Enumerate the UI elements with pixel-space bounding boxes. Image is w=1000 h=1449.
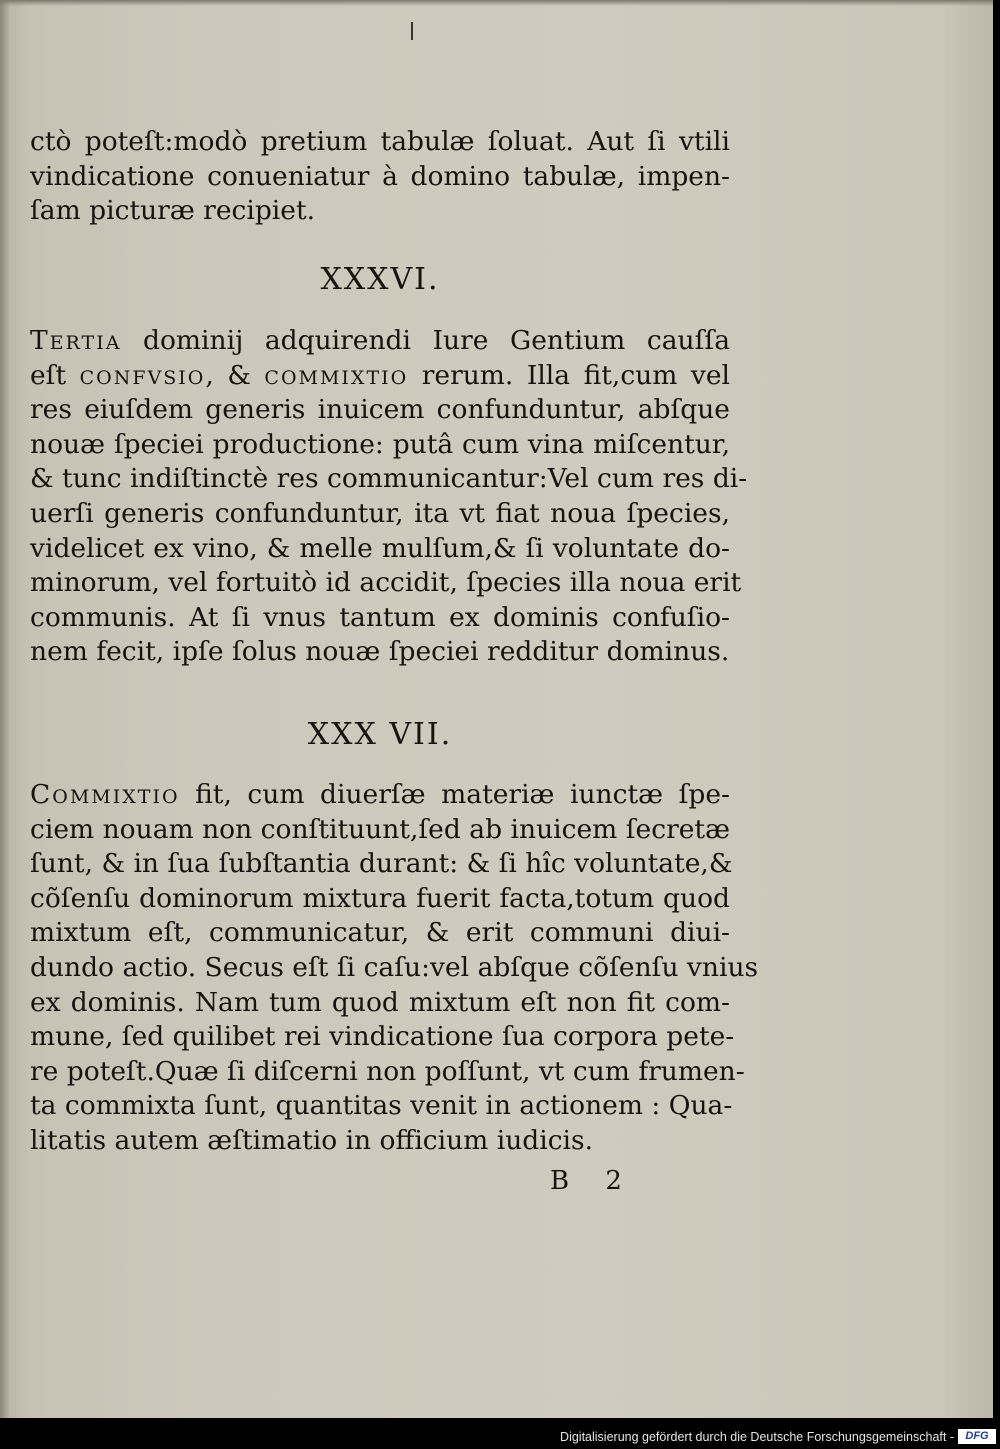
footer-bar — [0, 1418, 1000, 1449]
text-line — [30, 778, 730, 813]
paragraph-continuation — [30, 125, 730, 229]
text-line: ſunt, & in ſua ſubſtantia durant: & ſi hîc voluntate,& — [30, 848, 733, 880]
page-top-shadow — [0, 0, 993, 6]
text-line: re poteſt.Quæ ſi diſcerni non poſſunt, vt cum frumen- — [30, 1055, 745, 1087]
dfg-logo[interactable]: DFG — [958, 1429, 996, 1444]
text-line: cõſenſu dominorum mixtura fuerit facta,totum quod — [30, 882, 730, 914]
lead-word: Tertia — [30, 325, 122, 356]
text-line: mixtum eſt, communicatur, & erit communi diui- — [30, 917, 730, 949]
text-line: ſam picturæ recipiet. — [30, 195, 316, 227]
text-line: communis. At ſi vnus tantum ex dominis confuſio- — [30, 601, 730, 633]
text-fragment: eſt — [30, 359, 80, 391]
print-tick-mark — [411, 22, 413, 40]
text-line: minorum, vel fortuitò id accidit, ſpecies illa noua erit — [30, 567, 742, 599]
section-heading-36: XXXVI. — [320, 262, 440, 297]
text-fragment: fit, cum diuerſæ materiæ iunctæ ſpe- — [179, 779, 730, 810]
text-line: nouæ ſpeciei productione: putâ cum vina miſcentur, — [30, 428, 730, 460]
paragraph-37 — [30, 778, 759, 1159]
footer-credit: Digitalisierung gefördert durch die Deutsche Forschungsgemeinschaft - — [560, 1430, 954, 1444]
text-line: vindicatione conueniatur à domino tabulæ, impen- — [30, 160, 730, 192]
text-line — [30, 359, 730, 394]
section-heading-37: XXX VII. — [307, 717, 453, 752]
text-line: dundo actio. Secus eſt ſi caſu:vel abſque cõſenſu vnius — [30, 951, 759, 983]
text-fragment: rerum. Illa fit,cum vel — [408, 359, 730, 391]
text-line: & tunc indiſtinctè res communicantur:Vel cum res di- — [30, 463, 748, 495]
text-line: mune, ſed quilibet rei vindicatione ſua corpora pete- — [30, 1021, 735, 1053]
text-line: videlicet ex vino, & melle mulſum,& ſi voluntate do- — [30, 532, 730, 564]
text-line: ta commixta ſunt, quantitas venit in actionem : Qua- — [30, 1090, 733, 1122]
text-line: res eiuſdem generis inuicem confunduntur, abſque — [30, 394, 730, 426]
term-commixtio: commixtio — [264, 359, 409, 391]
signature-mark: B 2 — [550, 1166, 636, 1196]
text-line: ciem nouam non conſtituunt,ſed ab inuicem ſecretæ — [30, 813, 730, 845]
page-edge-shadow — [0, 0, 10, 1418]
text-fragment: dominij adquirendi Iure Gentium cauſſa — [121, 325, 730, 356]
lead-word: Commixtio — [30, 779, 180, 810]
paragraph-36 — [30, 324, 748, 670]
term-confusio: confvsio — [79, 359, 206, 391]
text-line: uerſi generis confunduntur, ita vt fiat noua ſpecies, — [30, 497, 730, 529]
text-line — [30, 324, 730, 359]
text-line: litatis autem æſtimatio in officium iudicis. — [30, 1124, 594, 1156]
text-fragment: , & — [205, 359, 265, 391]
text-line: ex dominis. Nam tum quod mixtum eſt non fit com- — [30, 986, 730, 1018]
text-line: ctò poteſt:modò pretium tabulæ ſoluat. Aut ſi vtili — [30, 126, 730, 157]
text-line: nem fecit, ipſe ſolus nouæ ſpeciei redditur dominus. — [30, 636, 730, 668]
